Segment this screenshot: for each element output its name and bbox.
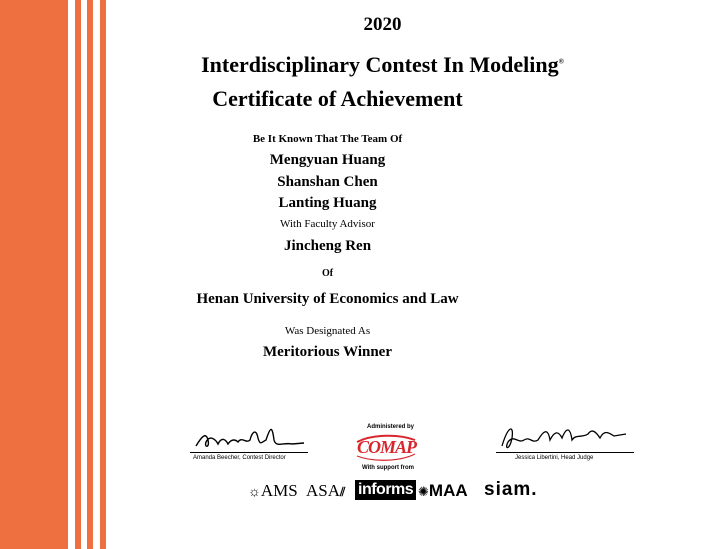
ams-logo-icon: ☼ bbox=[248, 483, 261, 499]
award-title: Meritorious Winner bbox=[262, 344, 393, 360]
registered-mark: ® bbox=[558, 57, 564, 66]
ams-logo-text: AMS bbox=[260, 481, 298, 500]
comap-logo bbox=[353, 432, 419, 462]
team-member-2: Shanshan Chen bbox=[277, 174, 378, 190]
of-line: Of bbox=[321, 268, 334, 279]
team-member-1: Mengyuan Huang bbox=[269, 152, 386, 168]
certificate-year: 2020 bbox=[363, 14, 402, 35]
ams-logo bbox=[248, 481, 298, 501]
maa-logo bbox=[418, 481, 468, 501]
judge-caption: Jessica Libertini, Head Judge bbox=[515, 455, 594, 461]
director-caption: Amanda Beecher, Contest Director bbox=[193, 455, 286, 461]
advisor-line: With Faculty Advisor bbox=[280, 218, 375, 230]
director-signature bbox=[192, 418, 307, 454]
institution-name: Henan University of Economics and Law bbox=[196, 291, 459, 307]
informs-logo-icon bbox=[355, 480, 416, 500]
judge-signature-line bbox=[496, 452, 634, 453]
support-label: With support from bbox=[362, 465, 414, 471]
maa-logo-text: MAA bbox=[428, 481, 468, 500]
asa-logo-text: ASA bbox=[306, 481, 341, 500]
judge-signature-icon bbox=[496, 420, 631, 454]
maa-logo-icon: ✺ bbox=[418, 484, 429, 499]
asa-logo bbox=[306, 481, 345, 501]
designated-line: Was Designated As bbox=[284, 325, 371, 337]
siam-logo bbox=[484, 479, 538, 501]
comap-logo-text: COMAP bbox=[357, 437, 417, 457]
siam-logo-text: siam. bbox=[484, 479, 538, 500]
informs-logo-text: informs bbox=[358, 481, 414, 498]
director-signature-line bbox=[190, 452, 308, 453]
informs-logo bbox=[355, 480, 416, 500]
director-signature-icon bbox=[192, 418, 307, 454]
asa-logo-icon: ⫽ bbox=[340, 485, 346, 499]
team-member-3: Lanting Huang bbox=[278, 195, 377, 211]
administered-by-label: Administered by bbox=[367, 424, 415, 430]
known-line: Be It Known That The Team Of bbox=[252, 133, 403, 145]
judge-signature bbox=[496, 420, 631, 454]
advisor-name: Jincheng Ren bbox=[283, 238, 372, 254]
contest-title: Interdisciplinary Contest In Modeling bbox=[201, 52, 559, 77]
contest-title-row bbox=[110, 52, 655, 78]
certificate-title: Certificate of Achievement bbox=[212, 86, 463, 111]
